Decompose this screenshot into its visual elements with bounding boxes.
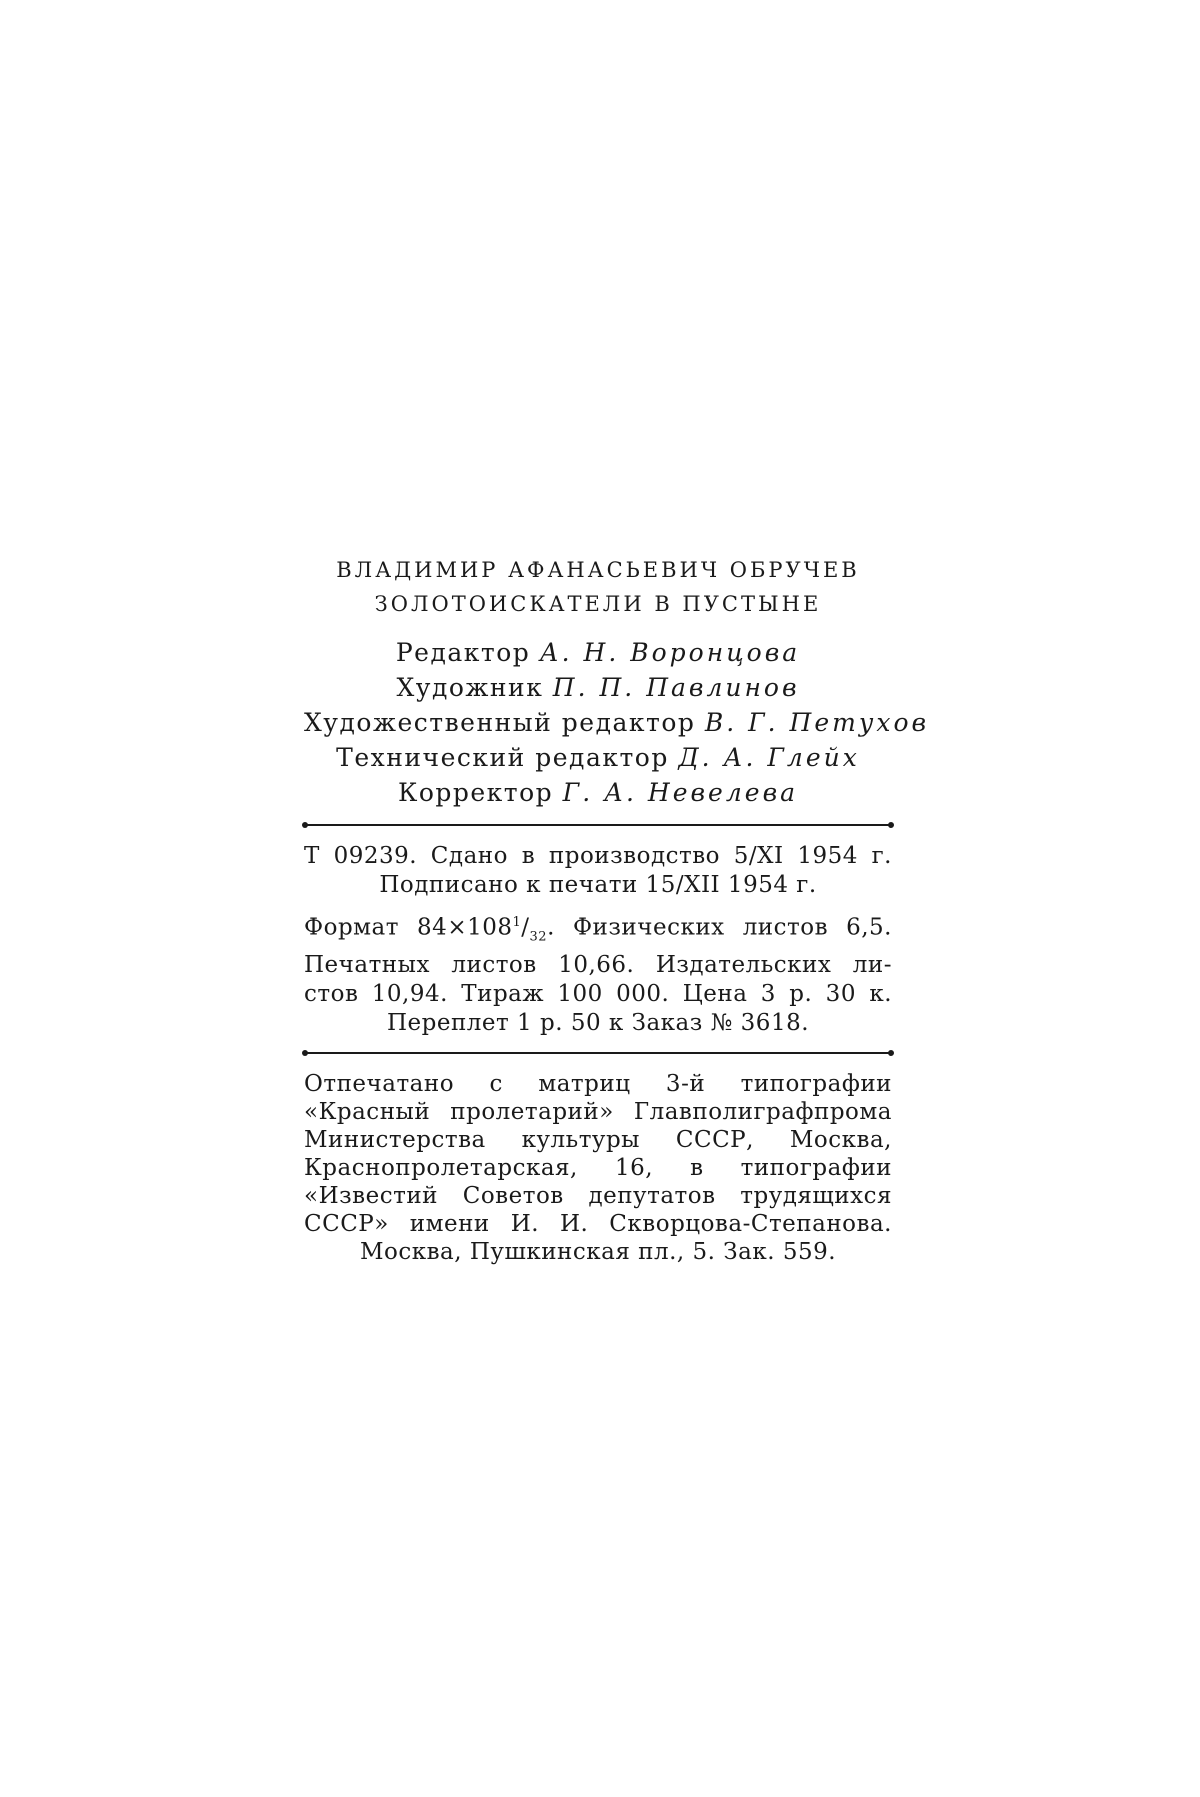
format-denominator: 32 (529, 929, 548, 945)
credit-role: Корректор (397, 778, 554, 807)
production-info (304, 842, 892, 1038)
production-line: Переплет 1 р. 50 к Заказ № 3618. (386, 1010, 810, 1037)
production-line: Подписано к печати 15/XII 1954 г. (379, 872, 817, 898)
production-line: Печатных листов 10,66. Издательских ли- (304, 952, 892, 979)
printing-info (304, 1070, 892, 1266)
printing-line: Москва, Пушкинская пл., 5. Зак. 559. (359, 1239, 837, 1266)
author-name: ВЛАДИМИР АФАНАСЬЕВИЧ ОБРУЧЕВ (336, 558, 860, 582)
format-numerator: 1 (512, 915, 522, 930)
book-title: ЗОЛОТОИСКАТЕЛИ В ПУСТЫНЕ (374, 592, 822, 616)
credit-name: П. П. Павлинов (552, 673, 800, 702)
credit-role: Художник (396, 673, 544, 702)
format-prefix: Формат 84×108 (304, 914, 513, 941)
printing-line: Министерства культуры СССР, Москва, (304, 1127, 892, 1154)
printing-line: СССР» имени И. И. Скворцова-Степанова. (304, 1211, 892, 1238)
printing-line: «Красный пролетарий» Главполиграфпрома (304, 1099, 892, 1126)
production-line: Т 09239. Сдано в производство 5/XI 1954 г. (304, 843, 892, 869)
credit-line (304, 740, 892, 775)
format-line: Формат $84\times 108^1/_{32}$. Физических листов 6,5. (304, 914, 892, 945)
credit-line (304, 635, 892, 670)
credits (304, 635, 930, 810)
credit-line (304, 705, 930, 740)
printing-line: Краснопролетарская, 16, в типографии (304, 1155, 892, 1182)
credit-name: А. Н. Воронцова (539, 638, 801, 667)
credit-line (304, 670, 892, 705)
divider-rule (304, 824, 892, 826)
colophon (304, 553, 930, 1266)
divider-rule (304, 1052, 892, 1054)
credit-name: В. Г. Петухов (704, 708, 930, 737)
credit-name: Г. А. Невелева (562, 778, 799, 807)
format-suffix: . Физических листов 6,5. (547, 914, 892, 941)
credit-name: Д. А. Глейх (678, 743, 860, 772)
printing-line: «Известий Советов депутатов трудящихся (304, 1183, 892, 1210)
credit-line (304, 775, 892, 810)
credit-role: Технический редактор (336, 743, 669, 772)
credit-role: Художественный редактор (304, 708, 696, 737)
production-line: стов 10,94. Тираж 100 000. Цена 3 р. 30 к. (304, 981, 892, 1008)
printing-line: Отпечатано с матриц 3-й типографии (304, 1071, 892, 1098)
credit-role: Редактор (395, 638, 531, 667)
